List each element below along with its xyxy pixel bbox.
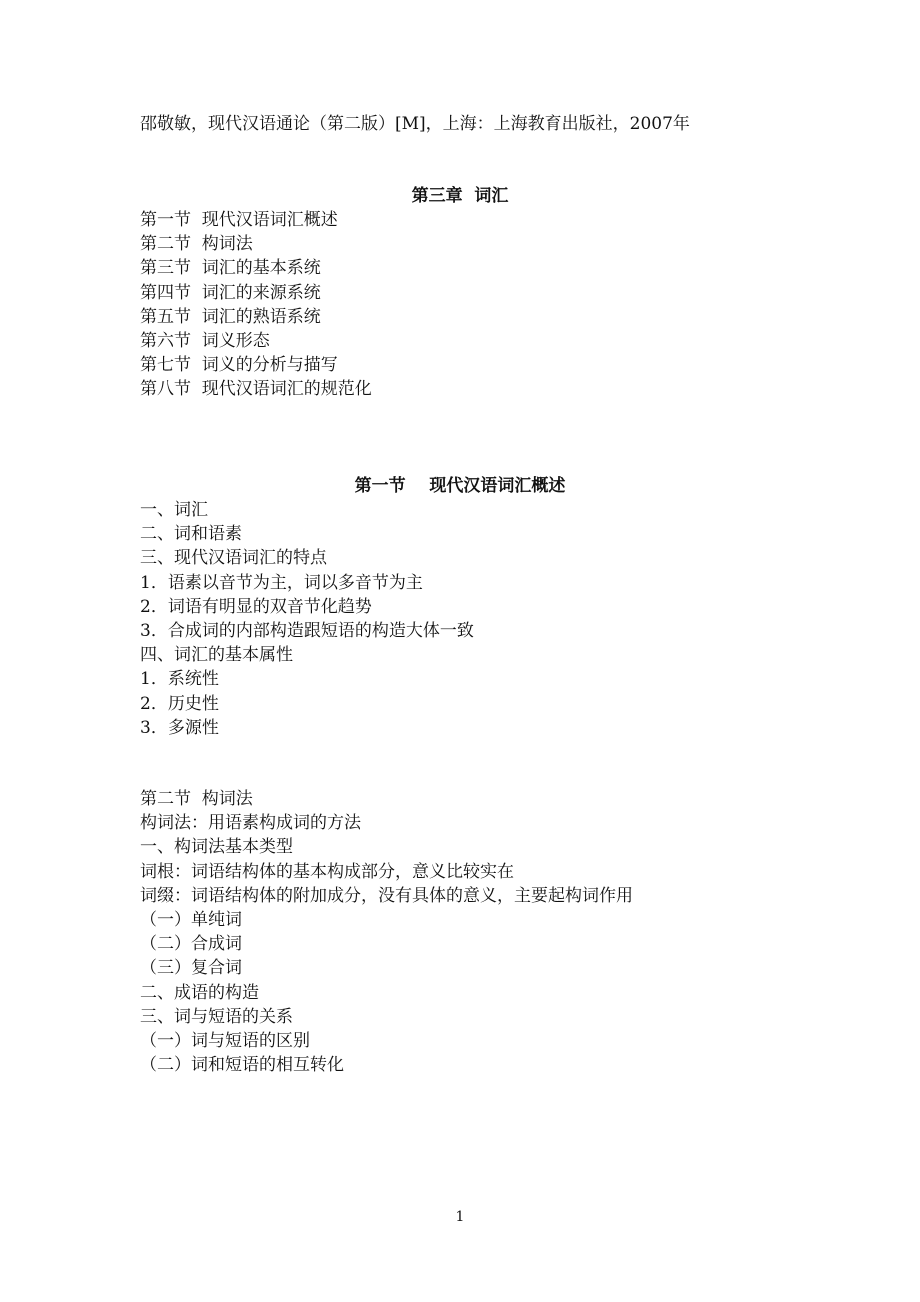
outline-item: 词缀：词语结构体的附加成分，没有具体的意义，主要起构词作用 — [140, 885, 633, 906]
section1-title: 第一节 现代汉语词汇概述 — [354, 476, 566, 496]
toc-item: 第六节 词义形态 — [140, 330, 270, 351]
outline-item: 构词法：用语素构成词的方法 — [140, 813, 361, 834]
toc-item: 第一节 现代汉语词汇概述 — [140, 210, 338, 230]
outline-item: （三）复合词 — [140, 958, 242, 979]
reference-citation: 邵敬敏，现代汉语通论（第二版）[M]，上海：上海教育出版社，2007年 — [140, 114, 690, 134]
chapter-toc — [140, 208, 372, 402]
outline-item: （一）单纯词 — [140, 909, 242, 930]
outline-item: 一、构词法基本类型 — [140, 837, 293, 858]
outline-item: 2．词语有明显的双音节化趋势 — [140, 596, 372, 617]
toc-item: 第四节 词汇的来源系统 — [140, 282, 321, 303]
toc-item: 第三节 词汇的基本系统 — [140, 258, 321, 279]
outline-item: 二、成语的构造 — [140, 982, 259, 1003]
toc-item: 第五节 词汇的熟语系统 — [140, 306, 321, 327]
section1-outline — [140, 498, 474, 740]
toc-item: 第二节 构词法 — [140, 234, 253, 255]
outline-item: 3．合成词的内部构造跟短语的构造大体一致 — [140, 620, 474, 641]
outline-item: 三、现代汉语词汇的特点 — [140, 548, 327, 569]
outline-item: 一、词汇 — [140, 500, 208, 520]
outline-item: 1．语素以音节为主，词以多音节为主 — [140, 572, 423, 593]
toc-item: 第七节 词义的分析与描写 — [140, 355, 338, 376]
outline-item: 词根：词语结构体的基本构成部分，意义比较实在 — [140, 861, 514, 882]
outline-item: （二）合成词 — [140, 934, 242, 955]
outline-item: （二）词和短语的相互转化 — [140, 1055, 344, 1076]
chapter-title: 第三章 词汇 — [411, 186, 509, 206]
page-number: 1 — [455, 1209, 465, 1225]
outline-item: 1．系统性 — [140, 669, 219, 690]
outline-item: 二、词和语素 — [140, 524, 242, 545]
outline-item: 三、词与短语的关系 — [140, 1006, 293, 1027]
outline-item: 3．多源性 — [140, 717, 219, 738]
section2-outline — [140, 787, 633, 1077]
toc-item: 第八节 现代汉语词汇的规范化 — [140, 379, 372, 400]
outline-item: 2．历史性 — [140, 693, 219, 714]
outline-item: 四、词汇的基本属性 — [140, 645, 293, 666]
section2-title: 第二节 构词法 — [140, 789, 253, 809]
outline-item: （一）词与短语的区别 — [140, 1030, 310, 1051]
